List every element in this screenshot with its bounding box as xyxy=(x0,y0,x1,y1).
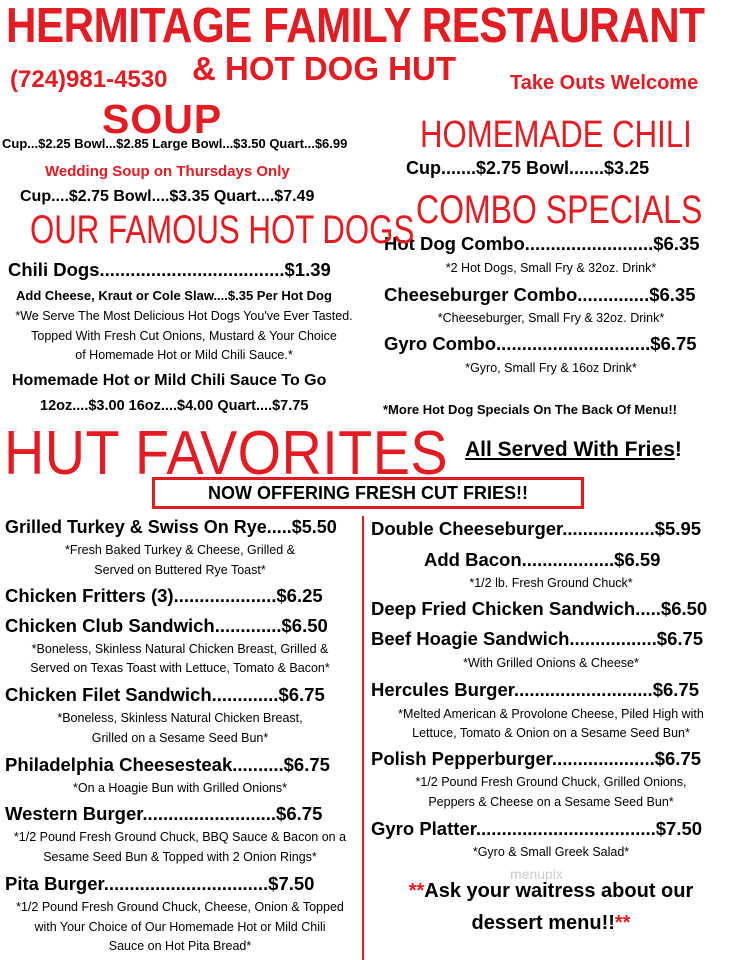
stars-right: ** xyxy=(614,912,631,934)
hotdog-desc-1: *We Serve The Most Delicious Hot Dogs You've Ever Tasted. xyxy=(15,309,353,323)
combo-cheeseburger: Cheeseburger Combo..............$6.35 xyxy=(384,284,696,305)
served-with-fries-bang: ! xyxy=(674,438,682,461)
menu-item-desc: *1/2 lb. Fresh Ground Chuck* xyxy=(469,576,633,590)
menu-item-desc: Grilled on a Sesame Seed Bun* xyxy=(91,731,269,745)
menu-item-western-burger: Western Burger..........................$6.75 xyxy=(5,803,323,824)
menu-item-desc: Lettuce, Tomato & Onion on a Sesame Seed Bun* xyxy=(412,726,690,740)
takeout-notice: Take Outs Welcome xyxy=(510,72,699,94)
menu-item-gyro-platter: Gyro Platter...................................$7.50 xyxy=(371,818,703,839)
restaurant-subtitle: & HOT DOG HUT xyxy=(192,50,456,87)
menu-item-desc: *With Grilled Onions & Cheese* xyxy=(463,656,639,670)
combo-gyro-desc: *Gyro, Small Fry & 16oz Drink* xyxy=(465,361,637,375)
chili-prices: Cup.......$2.75 Bowl.......$3.25 xyxy=(406,158,650,178)
menu-item-chicken-fritters: Chicken Fritters (3)....................$6.25 xyxy=(5,585,323,606)
menu-item-chicken-filet: Chicken Filet Sandwich.............$6.75 xyxy=(5,684,325,705)
soup-heading: SOUP xyxy=(102,96,223,142)
menu-item-desc: *1/2 Pound Fresh Ground Chuck, BBQ Sauce & Bacon on a xyxy=(13,830,347,844)
restaurant-title: HERMITAGE FAMILY RESTAURANT xyxy=(6,0,705,53)
dessert-line-1 xyxy=(364,880,738,903)
menu-item-desc: with Your Choice of Our Homemade Hot or Mild Chili xyxy=(34,920,326,934)
menu-item-desc: *Melted American & Provolone Cheese, Piled High with xyxy=(398,707,704,721)
menu-item-hercules-burger: Hercules Burger...........................$6.75 xyxy=(371,679,699,700)
menu-item-desc: *Fresh Baked Turkey & Cheese, Grilled & xyxy=(65,543,295,557)
more-specials-note: *More Hot Dog Specials On The Back Of Menu!! xyxy=(383,402,677,417)
phone-number: (724)981-4530 xyxy=(10,66,168,93)
dessert-line-2 xyxy=(364,912,738,935)
chili-sauce-heading: Homemade Hot or Mild Chili Sauce To Go xyxy=(12,372,327,389)
chili-dogs-item: Chili Dogs....................................$1.39 xyxy=(8,259,331,280)
menu-item-add-bacon: Add Bacon..................$6.59 xyxy=(424,549,661,570)
hotdog-desc-3: of Homemade Hot or Mild Chili Sauce.* xyxy=(75,348,293,362)
menu-item-desc: *Gyro & Small Greek Salad* xyxy=(472,845,630,859)
menu-item-desc: *1/2 Pound Fresh Ground Chuck, Grilled Onions, xyxy=(415,775,687,789)
menu-item-deep-fried-chicken: Deep Fried Chicken Sandwich.....$6.50 xyxy=(371,598,708,619)
served-with-fries xyxy=(465,438,682,462)
hut-favorites-heading: HUT FAVORITES xyxy=(4,419,449,488)
menu-item-desc: *On a Hoagie Bun with Grilled Onions* xyxy=(72,781,287,795)
menu-item-pita-burger: Pita Burger................................$7.50 xyxy=(5,873,315,894)
hotdog-addons: Add Cheese, Kraut or Cole Slaw....$.35 Per Hot Dog xyxy=(16,288,332,303)
menu-item-philly-cheesesteak: Philadelphia Cheesesteak..........$6.75 xyxy=(5,754,330,775)
menu-item-desc: Sauce on Hot Pita Bread* xyxy=(108,939,252,953)
menu-item-desc: Sesame Seed Bun & Topped with 2 Onion Rings* xyxy=(43,850,317,864)
wedding-soup-heading: Wedding Soup on Thursdays Only xyxy=(45,163,290,180)
menu-item-desc: Served on Buttered Rye Toast* xyxy=(94,563,266,577)
watermark: menupix xyxy=(510,866,563,882)
menu-item-beef-hoagie: Beef Hoagie Sandwich.................$6.75 xyxy=(371,628,704,649)
combo-hotdog-desc: *2 Hot Dogs, Small Fry & 32oz. Drink* xyxy=(445,261,657,275)
combo-heading: COMBO SPECIALS xyxy=(416,188,703,232)
fresh-fries-banner-text: NOW OFFERING FRESH CUT FRIES!! xyxy=(208,483,528,503)
menu-item-desc: *Boneless, Skinless Natural Chicken Breast, Grilled & xyxy=(31,642,329,656)
combo-hotdog: Hot Dog Combo.........................$6.35 xyxy=(384,233,700,254)
menu-item-turkey-swiss: Grilled Turkey & Swiss On Rye.....$5.50 xyxy=(5,517,337,537)
dessert-text-2: dessert menu!! xyxy=(471,912,615,934)
soup-prices: Cup...$2.25 Bowl...$2.85 Large Bowl...$3.50 Quart...$6.99 xyxy=(2,136,348,151)
menu-item-desc: Served on Texas Toast with Lettuce, Tomato & Bacon* xyxy=(30,661,330,675)
served-with-fries-text: All Served With Fries xyxy=(465,438,675,461)
menu-item-desc: *1/2 Pound Fresh Ground Chuck, Cheese, Onion & Topped xyxy=(16,900,344,914)
menu-item-double-cheeseburger: Double Cheeseburger..................$5.95 xyxy=(371,518,702,539)
stars-left: ** xyxy=(408,880,425,902)
hotdog-desc-2: Topped With Fresh Cut Onions, Mustard & Your Choice xyxy=(31,329,337,343)
hotdogs-heading: OUR FAMOUS HOT DOGS xyxy=(30,208,415,252)
dessert-text-1: Ask your waitress about our xyxy=(424,880,694,902)
chili-sauce-prices: 12oz....$3.00 16oz....$4.00 Quart....$7.75 xyxy=(40,398,309,414)
chili-heading: HOMEMADE CHILI xyxy=(420,114,692,156)
combo-cheeseburger-desc: *Cheeseburger, Small Fry & 32oz. Drink* xyxy=(437,311,665,325)
combo-gyro: Gyro Combo..............................$6.75 xyxy=(384,333,697,354)
menu-item-desc: Peppers & Cheese on a Sesame Seed Bun* xyxy=(428,795,674,809)
wedding-soup-prices: Cup....$2.75 Bowl....$3.35 Quart....$7.49 xyxy=(20,188,315,205)
menu-item-desc: *Boneless, Skinless Natural Chicken Breast, xyxy=(57,711,303,725)
menu-item-chicken-club: Chicken Club Sandwich.............$6.50 xyxy=(5,615,328,636)
menu-item-polish-pepperburger: Polish Pepperburger....................$6.75 xyxy=(371,748,702,769)
